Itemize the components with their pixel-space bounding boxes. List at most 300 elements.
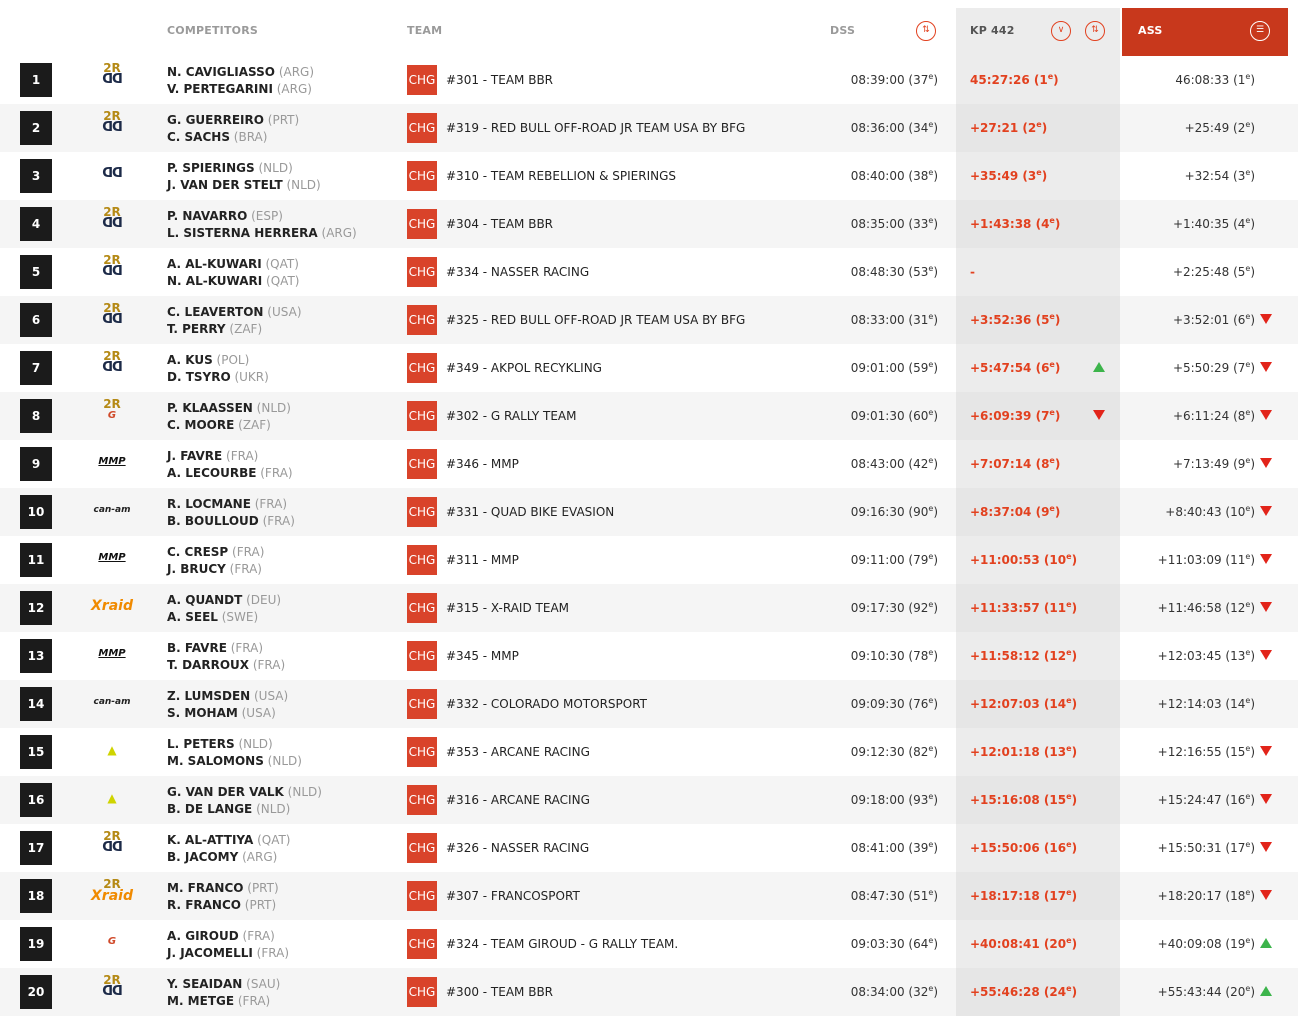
team-name[interactable]: #315 - X-RAID TEAM [446, 601, 569, 615]
table-row[interactable] [0, 200, 1298, 248]
competitor-name[interactable]: G. GUERREIRO [167, 113, 264, 127]
team-logo [90, 62, 134, 98]
competitor-name[interactable]: P. NAVARRO [167, 209, 248, 223]
team-name[interactable]: #301 - TEAM BBR [446, 73, 554, 87]
country-code: (QAT) [261, 257, 299, 271]
co-driver[interactable] [167, 321, 397, 338]
country-code: (FRA) [228, 545, 265, 559]
table-header [0, 0, 1298, 56]
driver[interactable] [167, 112, 397, 129]
ass-time [1100, 920, 1255, 968]
close-paren: ) [1071, 553, 1078, 567]
competitors[interactable] [167, 784, 397, 818]
team-name[interactable]: #325 - RED BULL OFF-ROAD JR TEAM USA BY BFG [446, 313, 746, 327]
dss-time-value: 09:09:30 (76 [850, 697, 929, 711]
team-name[interactable]: #316 - ARCANE RACING [446, 793, 590, 807]
competitors[interactable] [167, 448, 397, 482]
kp-time-value: +5:47:54 (6 [970, 361, 1050, 375]
dss-time [780, 248, 938, 296]
team-name[interactable]: #346 - MMP [446, 457, 519, 471]
table-row[interactable] [0, 248, 1298, 296]
co-driver[interactable] [167, 129, 397, 146]
driver[interactable] [167, 544, 397, 561]
team-name[interactable]: #307 - FRANCOSPORT [446, 889, 580, 903]
close-paren: ) [1250, 505, 1255, 519]
team-name[interactable]: #332 - COLORADO MOTORSPORT [446, 697, 648, 711]
close-paren: ) [1250, 409, 1255, 423]
2r-logo-icon: 2R [103, 301, 121, 315]
competitor-name[interactable]: J. FAVRE [167, 449, 223, 463]
dss-time-value: 08:39:00 (37 [850, 73, 929, 87]
driver[interactable] [167, 256, 397, 273]
co-driver[interactable] [167, 897, 397, 914]
country-code: (NLD) [252, 802, 291, 816]
close-paren: ) [1054, 505, 1061, 519]
table-row[interactable] [0, 584, 1298, 632]
category-badge: CHG [407, 689, 437, 719]
close-paren: ) [1054, 217, 1061, 231]
close-paren: ) [1071, 745, 1078, 759]
competitors[interactable] [167, 976, 397, 1010]
co-driver[interactable] [167, 945, 397, 962]
competitors[interactable] [167, 304, 397, 338]
ass-arrow-down-icon [1260, 410, 1272, 420]
close-paren: ) [933, 841, 938, 855]
table-row[interactable] [0, 392, 1298, 440]
ordinal-suffix: e [928, 216, 934, 225]
driver[interactable] [167, 688, 397, 705]
competitor-name[interactable]: B. FAVRE [167, 641, 227, 655]
rank-badge: 4 [20, 207, 52, 241]
competitor-name[interactable]: G. VAN DER VALK [167, 785, 284, 799]
driver[interactable] [167, 208, 397, 225]
competitor-name[interactable]: A. KUS [167, 353, 213, 367]
dss-time-value: 08:36:00 (34 [850, 121, 929, 135]
ordinal-suffix: e [1047, 72, 1054, 81]
competitor-name[interactable]: V. PERTEGARINI [167, 82, 273, 96]
driver[interactable] [167, 736, 397, 753]
competitors[interactable] [167, 688, 397, 722]
kp-header-cell[interactable] [956, 8, 1120, 56]
close-paren: ) [1250, 217, 1255, 231]
ass-arrow-down-icon [1260, 554, 1272, 564]
table-row[interactable] [0, 872, 1298, 920]
co-driver[interactable] [167, 849, 397, 866]
mmp-logo-icon: MMP [98, 456, 126, 467]
competitor-name[interactable]: C. LEAVERTON [167, 305, 264, 319]
driver[interactable] [167, 880, 397, 897]
2r-logo-icon: 2R [103, 205, 121, 219]
mmp-logo-icon: MMP [98, 648, 126, 659]
competitors[interactable] [167, 160, 397, 194]
competitors[interactable] [167, 880, 397, 914]
competitor-name[interactable]: T. PERRY [167, 322, 226, 336]
table-row[interactable] [0, 296, 1298, 344]
competitor-name[interactable]: L. SISTERNA HERRERA [167, 226, 318, 240]
competitor-name[interactable]: J. JACOMELLI [167, 946, 253, 960]
ordinal-suffix: e [1066, 936, 1072, 945]
close-paren: ) [1053, 73, 1059, 87]
table-row[interactable] [0, 728, 1298, 776]
close-paren: ) [1250, 361, 1255, 375]
ordinal-suffix: e [1049, 360, 1055, 369]
dss-time [780, 968, 938, 1016]
category-badge: CHG [407, 977, 437, 1007]
dss-time-value: 08:40:00 (38 [850, 169, 929, 183]
close-paren: ) [933, 217, 938, 231]
category-badge: CHG [407, 113, 437, 143]
driver[interactable] [167, 640, 397, 657]
competitors[interactable] [167, 208, 397, 242]
tourus-logo-icon: ᗡᗡ [102, 216, 122, 231]
category-badge: CHG [407, 161, 437, 191]
competitors[interactable] [167, 928, 397, 962]
country-code: (NLD) [252, 401, 291, 415]
driver[interactable] [167, 928, 397, 945]
ordinal-suffix: e [1245, 936, 1251, 945]
dss-time-value: 09:10:30 (78 [850, 649, 929, 663]
kp-time-value: +11:58:12 (12 [970, 649, 1067, 663]
competitor-name[interactable]: B. JACOMY [167, 850, 239, 864]
category-badge: CHG [407, 209, 437, 239]
team-name[interactable]: #304 - TEAM BBR [446, 217, 554, 231]
competitor-name[interactable]: M. METGE [167, 994, 235, 1008]
close-paren: ) [1250, 121, 1255, 135]
competitors[interactable] [167, 400, 397, 434]
dss-sort-icon[interactable]: ⇅ [916, 21, 936, 41]
competitor-name[interactable]: J. VAN DER STELT [167, 178, 283, 192]
rank-badge: 15 [20, 735, 52, 769]
table-row[interactable] [0, 56, 1298, 104]
country-code: (USA) [250, 689, 289, 703]
kp-time [970, 104, 1047, 152]
co-driver[interactable] [167, 513, 397, 530]
dss-time [780, 296, 938, 344]
co-driver[interactable] [167, 801, 397, 818]
competitor-name[interactable]: A. QUANDT [167, 593, 243, 607]
competitor-name[interactable]: R. LOCMANE [167, 497, 251, 511]
kp-time [970, 776, 1077, 824]
co-driver[interactable] [167, 609, 397, 626]
co-driver[interactable] [167, 561, 397, 578]
dss-time-value: 08:35:00 (33 [850, 217, 929, 231]
ass-time-value: +8:40:43 (10 [1165, 505, 1246, 519]
competitor-name[interactable]: S. MOHAM [167, 706, 238, 720]
country-code: (ESP) [247, 209, 283, 223]
ordinal-suffix: e [928, 840, 934, 849]
competitor-name[interactable]: P. SPIERINGS [167, 161, 255, 175]
competitors[interactable] [167, 544, 397, 578]
ordinal-suffix: e [1245, 456, 1251, 465]
competitors[interactable] [167, 832, 397, 866]
competitor-name[interactable]: M. FRANCO [167, 881, 244, 895]
dss-time [780, 488, 938, 536]
2r-logo-icon: 2R [103, 877, 121, 891]
header-kp: KP 442 [970, 24, 1015, 37]
kp-time [970, 200, 1060, 248]
co-driver[interactable] [167, 225, 397, 242]
arcane-logo-icon: ▲ [107, 791, 117, 805]
rank-badge: 13 [20, 639, 52, 673]
close-paren: ) [933, 457, 938, 471]
category-badge: CHG [407, 545, 437, 575]
ordinal-suffix: e [1066, 984, 1072, 993]
competitors[interactable] [167, 256, 397, 290]
co-driver[interactable] [167, 177, 397, 194]
country-code: (BRA) [229, 130, 268, 144]
driver[interactable] [167, 160, 397, 177]
ass-time [1100, 440, 1255, 488]
competitor-name[interactable]: C. SACHS [167, 130, 230, 144]
ordinal-suffix: e [1066, 552, 1072, 561]
mmp-logo-icon: MMP [98, 552, 126, 563]
table-row[interactable] [0, 680, 1298, 728]
competitors[interactable] [167, 736, 397, 770]
kp-time [970, 344, 1060, 392]
can-am-logo-icon: can-am [93, 697, 131, 707]
dss-time [780, 680, 938, 728]
dss-time [780, 200, 938, 248]
competitor-name[interactable]: C. CRESP [167, 545, 229, 559]
country-code: (ARG) [238, 850, 278, 864]
competitors[interactable] [167, 640, 397, 674]
ordinal-suffix: e [928, 360, 934, 369]
competitors[interactable] [167, 112, 397, 146]
ordinal-suffix: e [928, 744, 934, 753]
driver[interactable] [167, 976, 397, 993]
close-paren: ) [1250, 793, 1255, 807]
team-name[interactable]: #319 - RED BULL OFF-ROAD JR TEAM USA BY BFG [446, 121, 746, 135]
team-name[interactable]: #302 - G RALLY TEAM [446, 409, 577, 423]
ordinal-suffix: e [1036, 120, 1042, 129]
driver[interactable] [167, 352, 397, 369]
table-row[interactable] [0, 440, 1298, 488]
team-name[interactable]: #300 - TEAM BBR [446, 985, 554, 999]
ass-time [1100, 536, 1255, 584]
country-code: (ARG) [272, 82, 312, 96]
competitor-name[interactable]: D. TSYRO [167, 370, 231, 384]
table-row[interactable] [0, 824, 1298, 872]
ordinal-suffix: e [1245, 696, 1251, 705]
rank-badge: 19 [20, 927, 52, 961]
competitor-name[interactable]: Z. LUMSDEN [167, 689, 251, 703]
co-driver[interactable] [167, 369, 397, 386]
kp-sort-icon[interactable]: ⇅ [1085, 21, 1105, 41]
competitor-name[interactable]: Y. SEAIDAN [167, 977, 243, 991]
table-row[interactable] [0, 488, 1298, 536]
competitor-name[interactable]: J. BRUCY [167, 562, 226, 576]
co-driver[interactable] [167, 657, 397, 674]
rank-badge: 14 [20, 687, 52, 721]
kp-time-value: +11:00:53 (10 [970, 553, 1067, 567]
category-badge: CHG [407, 257, 437, 287]
team-name[interactable]: #324 - TEAM GIROUD - G RALLY TEAM. [446, 937, 679, 951]
2r-logo-icon: 2R [103, 61, 121, 75]
ass-arrow-down-icon [1260, 458, 1272, 468]
close-paren: ) [933, 409, 938, 423]
co-driver[interactable] [167, 273, 397, 290]
ass-time [1100, 248, 1255, 296]
header-dss: DSS [830, 24, 856, 37]
team-name[interactable]: #310 - TEAM REBELLION & SPIERINGS [446, 169, 677, 183]
2r-logo-icon: 2R [103, 253, 121, 267]
table-row[interactable] [0, 920, 1298, 968]
kp-time [970, 56, 1059, 104]
dss-time-value: 09:03:30 (64 [850, 937, 929, 951]
country-code: (NLD) [282, 178, 321, 192]
ass-time [1100, 200, 1255, 248]
competitor-name[interactable]: N. CAVIGLIASSO [167, 65, 276, 79]
ass-header-cell[interactable] [1122, 8, 1288, 56]
ass-time-value: +32:54 (3 [1184, 169, 1246, 183]
close-paren: ) [1250, 553, 1255, 567]
table-row[interactable] [0, 536, 1298, 584]
ordinal-suffix: e [1049, 216, 1055, 225]
team-logo [90, 638, 134, 674]
ass-time [1100, 680, 1255, 728]
ordinal-suffix: e [1245, 600, 1251, 609]
ass-sort-icon[interactable]: ☰ [1250, 21, 1270, 41]
kp-time-value: +27:21 (2 [970, 121, 1037, 135]
driver[interactable] [167, 448, 397, 465]
close-paren: ) [1071, 649, 1078, 663]
co-driver[interactable] [167, 81, 397, 98]
table-row[interactable] [0, 776, 1298, 824]
kp-time [970, 680, 1077, 728]
close-paren: ) [933, 649, 938, 663]
table-row[interactable] [0, 152, 1298, 200]
ordinal-suffix: e [1245, 792, 1251, 801]
competitor-name[interactable]: N. AL-KUWARI [167, 274, 263, 288]
dss-time [780, 392, 938, 440]
kp-time-value: +6:09:39 (7 [970, 409, 1050, 423]
ass-time-value: +55:43:44 (20 [1157, 985, 1246, 999]
ordinal-suffix: e [928, 312, 934, 321]
competitor-name[interactable]: A. SEEL [167, 610, 218, 624]
country-code: (ZAF) [225, 322, 263, 336]
table-row[interactable] [0, 968, 1298, 1016]
ass-time-value: +6:11:24 (8 [1172, 409, 1246, 423]
team-logo [90, 926, 134, 962]
ass-arrow-down-icon [1260, 746, 1272, 756]
ordinal-suffix: e [1245, 744, 1251, 753]
competitor-name[interactable]: L. PETERS [167, 737, 235, 751]
dss-time-value: 09:17:30 (92 [850, 601, 929, 615]
close-paren: ) [933, 505, 938, 519]
close-paren: ) [1071, 937, 1078, 951]
ordinal-suffix: e [928, 456, 934, 465]
driver[interactable] [167, 592, 397, 609]
competitor-name[interactable]: T. DARROUX [167, 658, 250, 672]
driver[interactable] [167, 304, 397, 321]
driver[interactable] [167, 496, 397, 513]
co-driver[interactable] [167, 705, 397, 722]
close-paren: ) [1071, 889, 1078, 903]
competitor-name[interactable]: B. BOULLOUD [167, 514, 259, 528]
competitor-name[interactable]: M. SALOMONS [167, 754, 264, 768]
driver[interactable] [167, 64, 397, 81]
competitor-name[interactable]: B. DE LANGE [167, 802, 253, 816]
co-driver[interactable] [167, 465, 397, 482]
dss-time [780, 104, 938, 152]
team-name[interactable]: #326 - NASSER RACING [446, 841, 590, 855]
competitor-name[interactable]: A. AL-KUWARI [167, 257, 262, 271]
ass-time [1100, 296, 1255, 344]
ordinal-suffix: e [1245, 360, 1251, 369]
driver[interactable] [167, 784, 397, 801]
competitor-name[interactable]: P. KLAASSEN [167, 401, 253, 415]
driver[interactable] [167, 832, 397, 849]
competitors[interactable] [167, 352, 397, 386]
rank-badge: 2 [20, 111, 52, 145]
rank-badge: 1 [20, 63, 52, 97]
competitor-name[interactable]: A. LECOURBE [167, 466, 257, 480]
tourus-logo-icon: ᗡᗡ [102, 166, 122, 181]
g-logo-icon: G [107, 410, 117, 421]
tourus-logo-icon: ᗡᗡ [102, 264, 122, 279]
driver[interactable] [167, 400, 397, 417]
competitor-name[interactable]: K. AL-ATTIYA [167, 833, 254, 847]
close-paren: ) [1250, 169, 1255, 183]
arcane-logo-icon: ▲ [107, 743, 117, 757]
team-name[interactable]: #345 - MMP [446, 649, 519, 663]
kp-time-value: +35:49 (3 [970, 169, 1037, 183]
co-driver[interactable] [167, 417, 397, 434]
team-name[interactable]: #349 - AKPOL RECYKLING [446, 361, 602, 375]
dss-time-value: 09:12:30 (82 [850, 745, 929, 759]
ass-time [1100, 584, 1255, 632]
tourus-logo-icon: ᗡᗡ [102, 360, 122, 375]
team-name[interactable]: #311 - MMP [446, 553, 519, 567]
table-row[interactable] [0, 632, 1298, 680]
dss-time [780, 584, 938, 632]
competitor-name[interactable]: C. MOORE [167, 418, 235, 432]
competitor-name[interactable]: R. FRANCO [167, 898, 241, 912]
chevron-down-icon[interactable]: ∨ [1051, 21, 1071, 41]
kp-time-value: 45:27:26 (1 [970, 73, 1048, 87]
close-paren: ) [933, 121, 938, 135]
co-driver[interactable] [167, 753, 397, 770]
table-row[interactable] [0, 344, 1298, 392]
country-code: (UKR) [230, 370, 269, 384]
table-row[interactable] [0, 104, 1298, 152]
competitors[interactable] [167, 496, 397, 530]
competitors[interactable] [167, 592, 397, 626]
ordinal-suffix: e [1066, 792, 1072, 801]
country-code: (PRT) [240, 898, 277, 912]
competitors[interactable] [167, 64, 397, 98]
team-name[interactable]: #353 - ARCANE RACING [446, 745, 590, 759]
close-paren: ) [933, 313, 938, 327]
country-code: (FRA) [256, 466, 293, 480]
close-paren: ) [1041, 169, 1048, 183]
ordinal-suffix: e [928, 120, 934, 129]
ass-time-value: +12:03:45 (13 [1157, 649, 1246, 663]
dss-time [780, 440, 938, 488]
close-paren: ) [1250, 313, 1255, 327]
kp-column-bg [956, 248, 1120, 296]
dss-time-value: 08:47:30 (51 [850, 889, 929, 903]
co-driver[interactable] [167, 993, 397, 1010]
team-name[interactable]: #331 - QUAD BIKE EVASION [446, 505, 615, 519]
kp-time [970, 392, 1060, 440]
kp-time [970, 920, 1077, 968]
team-name[interactable]: #334 - NASSER RACING [446, 265, 590, 279]
team-logo [90, 446, 134, 482]
ass-time [1100, 344, 1255, 392]
kp-time-value: +15:50:06 (16 [970, 841, 1067, 855]
competitor-name[interactable]: A. GIROUD [167, 929, 239, 943]
